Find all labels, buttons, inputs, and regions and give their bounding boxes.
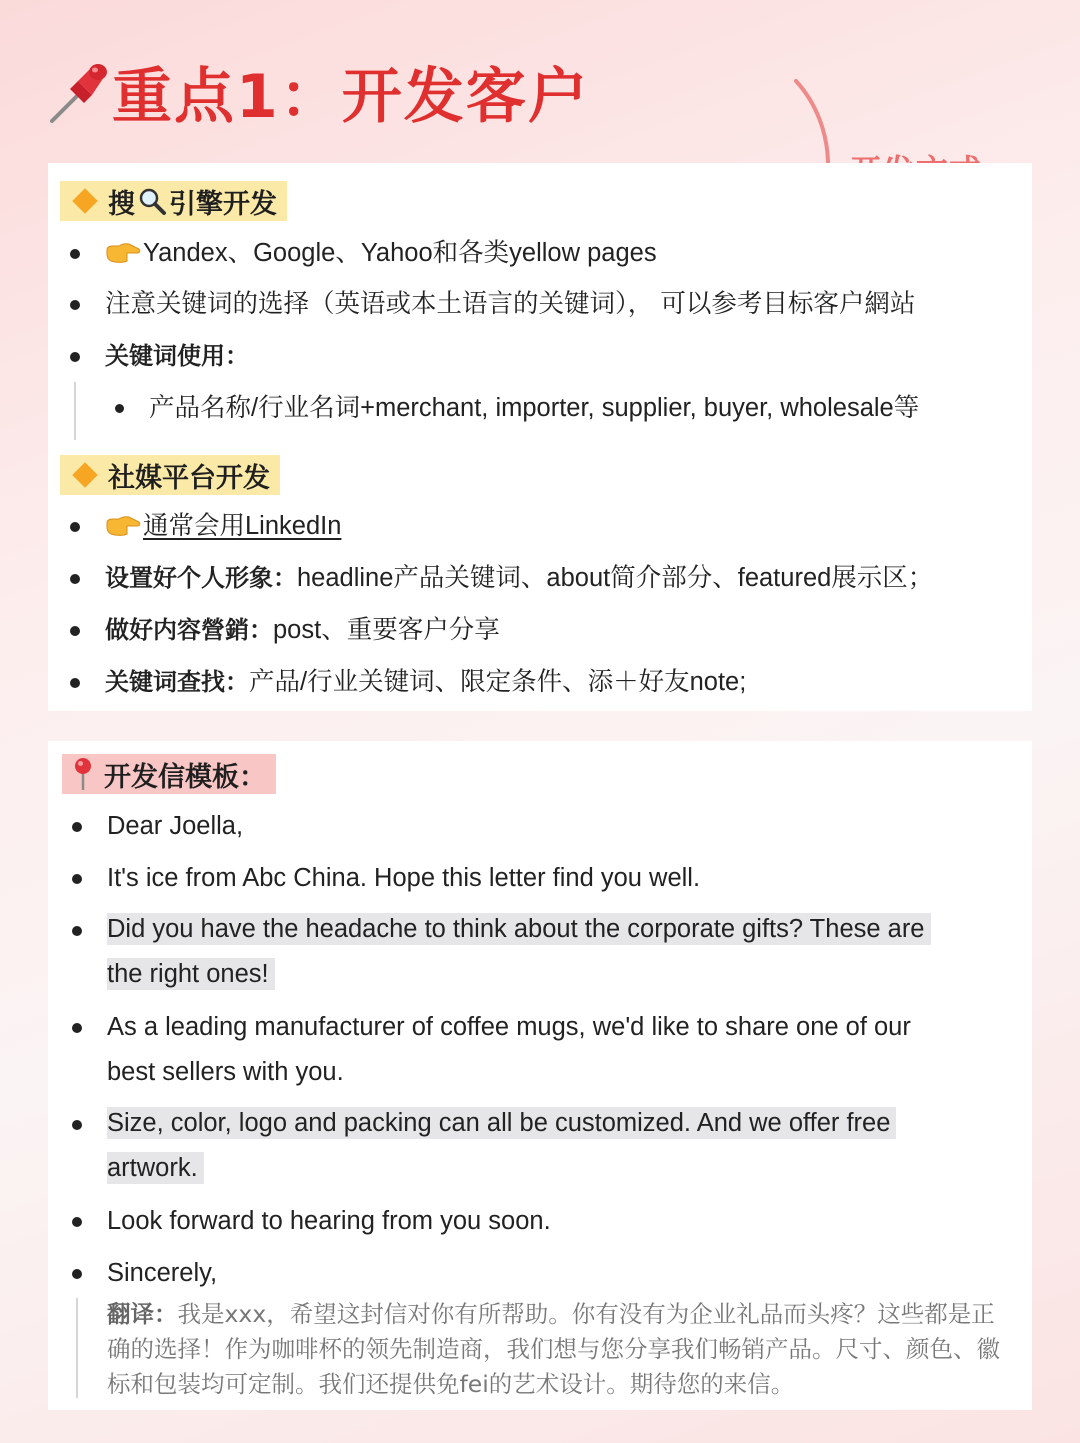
translation-label: 翻译： (107, 1300, 178, 1328)
translation-block: 翻译：我是xxx，希望这封信对你有所帮助。你有没有为企业礼品而头疼？这些都是正 确的选择！作为咖啡杯的领先制造商，我们想与您分享我们畅销产品。尺寸、颜色、徽 标和包装均可定制。我们还提供免fei的艺术设计。期待您的来信。 (107, 1300, 1000, 1398)
orange-diamond-icon (72, 188, 97, 213)
bullet (70, 300, 80, 310)
pointing-hand-icon (105, 242, 141, 264)
section-header-search-engine: 搜 引擎开发 (60, 181, 287, 221)
round-pushpin-icon (72, 757, 94, 791)
bullet (72, 822, 82, 832)
letter-line: It's ice from Abc China. Hope this letter find you well. (107, 864, 701, 892)
pointing-hand-icon (105, 515, 141, 537)
list-item: Yandex、Google、Yahoo和各类yellow pages (105, 236, 657, 270)
bullet (72, 1023, 82, 1033)
bullet (72, 926, 82, 936)
title-text: 重点1：开发客户 (112, 62, 590, 132)
nesting-line (74, 382, 76, 440)
letter-line-highlighted: Size, color, logo and packing can all be customized. And we offer free (107, 1106, 896, 1140)
orange-diamond-icon (72, 462, 97, 487)
letter-line: Dear Joella, (107, 812, 244, 840)
list-item: 做好内容營銷：post、重要客户分享 (105, 616, 500, 644)
letter-line: Look forward to hearing from you soon. (107, 1207, 551, 1235)
magnifier-icon (137, 186, 167, 216)
bullet (70, 574, 80, 584)
bullet (70, 352, 80, 362)
list-item: 注意关键词的选择（英语或本土语言的关键词）， 可以参考目标客户網站 (105, 290, 916, 318)
bullet (72, 1269, 82, 1279)
bullet (72, 874, 82, 884)
section-header-letter-template: 开发信模板： (62, 754, 276, 794)
list-item (105, 509, 341, 543)
section-header-social-media: 社媒平台开发 (60, 455, 280, 495)
pushpin-icon (48, 59, 110, 125)
linkedin-link[interactable]: 通常会用LinkedIn (143, 512, 342, 540)
bullet (115, 404, 124, 413)
list-item-heading: 关键词使用： (105, 342, 249, 370)
list-item: 设置好个人形象：headline产品关键词、about简介部分、featured展示区； (105, 564, 934, 592)
letter-line: Sincerely, (107, 1259, 218, 1287)
bullet (72, 1120, 82, 1130)
letter-line-highlighted: artwork. (107, 1151, 204, 1185)
bullet (70, 626, 80, 636)
bullet (70, 249, 80, 259)
page-title (48, 52, 590, 132)
letter-line-highlighted: Did you have the headache to think about the corporate gifts? These are (107, 912, 931, 946)
quote-line (76, 1298, 78, 1398)
bullet (70, 522, 80, 532)
list-item: 关键词查找：产品/行业关键词、限定条件、添＋好友note; (105, 668, 747, 696)
list-item: 产品名称/行业名词+merchant, importer, supplier, buyer, wholesale等 (149, 394, 920, 422)
bullet (70, 678, 80, 688)
bullet (72, 1217, 82, 1227)
letter-line: As a leading manufacturer of coffee mugs, we'd like to share one of our (107, 1013, 911, 1041)
letter-line: best sellers with you. (107, 1058, 344, 1086)
letter-line-highlighted: the right ones! (107, 957, 275, 991)
